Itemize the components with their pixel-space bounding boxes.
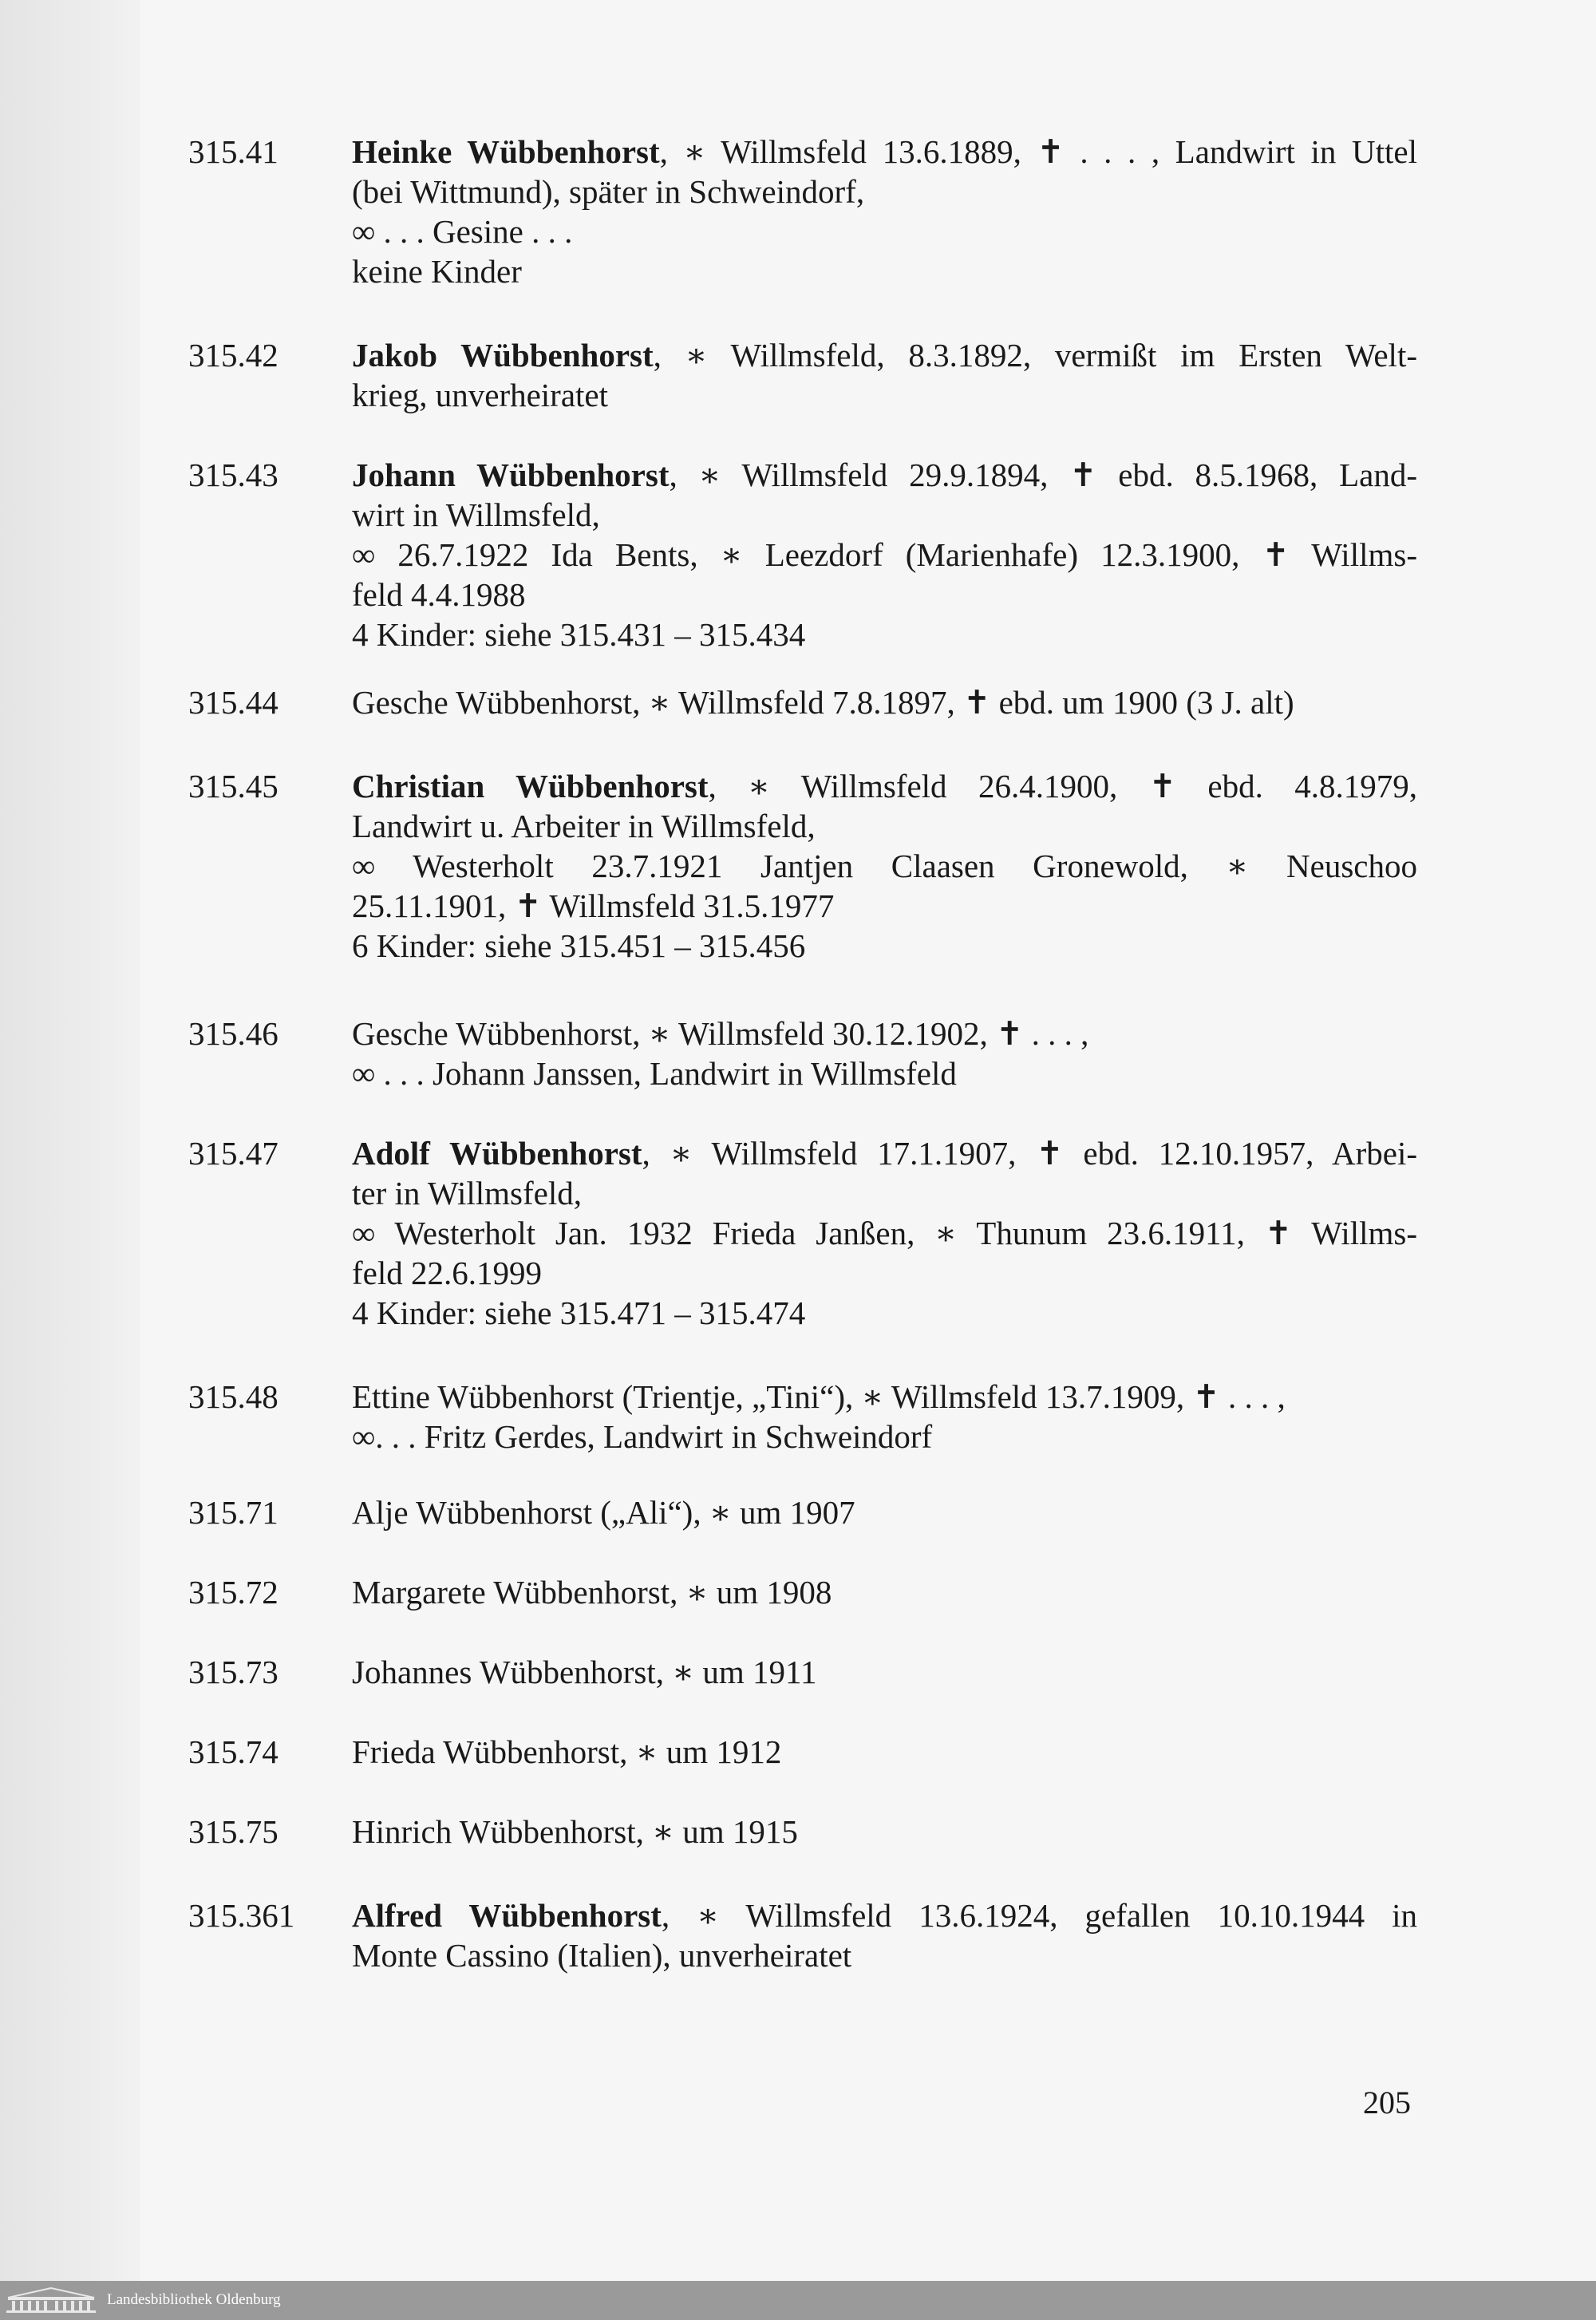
person-name: Alfred Wübbenhorst [352, 1897, 662, 1934]
entry-text [352, 1812, 1417, 1852]
person-name: Heinke Wübbenhorst [352, 133, 660, 170]
entry-line [352, 1133, 1417, 1173]
entry-line: Gesche Wübbenhorst, ∗ Willmsfeld 7.8.1897, ✝ ebd. um 1900 (3 J. alt) [352, 684, 1294, 721]
genealogy-entry [188, 1492, 1417, 1532]
genealogy-entry [188, 1652, 1417, 1692]
entry-line: feld 22.6.1999 [352, 1255, 542, 1291]
genealogy-entry [188, 335, 1417, 415]
entry-line: wirt in Willmsfeld, [352, 496, 600, 533]
entry-text [352, 335, 1417, 415]
entry-number: 315.71 [188, 1494, 279, 1531]
person-name: Adolf Wübbenhorst [352, 1135, 642, 1172]
entry-line: Frieda Wübbenhorst, ∗ um 1912 [352, 1733, 782, 1770]
entry-line: ∞. . . Fritz Gerdes, Landwirt in Schweindorf [352, 1418, 933, 1455]
entry-number: 315.48 [188, 1378, 279, 1415]
page-number: 205 [1363, 2085, 1411, 2120]
genealogy-entry [188, 1895, 1417, 1975]
entry-number: 315.41 [188, 133, 279, 170]
entry-line: ∞ Westerholt 23.7.1921 Jantjen Claasen Gronewold, ∗ Neuschoo [352, 848, 1417, 884]
entry-number: 315.74 [188, 1733, 279, 1770]
entry-line: Ettine Wübbenhorst (Trientje, „Tini“), ∗ Willmsfeld 13.7.1909, ✝ . . . , [352, 1378, 1286, 1415]
entry-text [352, 455, 1417, 654]
entry-line: Monte Cassino (Italien), unverheiratet [352, 1937, 852, 1974]
entry-text [352, 1492, 1417, 1532]
entry-line [352, 766, 1417, 806]
entry-line: Johannes Wübbenhorst, ∗ um 1911 [352, 1654, 817, 1690]
entry-line-text: , ∗ Willmsfeld 29.9.1894, ✝ ebd. 8.5.1968, Land- [669, 456, 1417, 493]
entry-text [352, 682, 1417, 722]
entry-text [352, 1572, 1417, 1612]
entry-number: 315.43 [188, 456, 279, 493]
person-name: Christian Wübbenhorst [352, 768, 709, 804]
library-name: Landesbibliothek Oldenburg [107, 2291, 281, 2308]
entry-number: 315.44 [188, 684, 279, 721]
genealogy-entry [188, 1732, 1417, 1772]
entry-line [352, 335, 1417, 375]
footer-bar [0, 2281, 1596, 2320]
entry-line [352, 1895, 1417, 1935]
genealogy-entry [188, 766, 1417, 966]
entry-line-text: , ∗ Willmsfeld 17.1.1907, ✝ ebd. 12.10.1957, Arbei- [642, 1135, 1417, 1172]
page-edge-shadow [0, 0, 140, 2281]
entry-line: Alje Wübbenhorst („Ali“), ∗ um 1907 [352, 1494, 855, 1531]
entry-line: krieg, unverheiratet [352, 377, 609, 413]
person-name: Jakob Wübbenhorst [352, 337, 654, 373]
genealogy-entry [188, 455, 1417, 654]
entry-line: keine Kinder [352, 253, 522, 290]
entry-line-text: , ∗ Willmsfeld 13.6.1924, gefallen 10.10.1944 in [661, 1897, 1417, 1934]
entry-number: 315.45 [188, 768, 279, 804]
entry-line: ∞ 26.7.1922 Ida Bents, ∗ Leezdorf (Marienhafe) 12.3.1900, ✝ Willms- [352, 536, 1417, 573]
entry-line [352, 455, 1417, 495]
entry-number: 315.72 [188, 1574, 279, 1611]
genealogy-entry [188, 1014, 1417, 1093]
entry-text [352, 1014, 1417, 1093]
entry-line: 4 Kinder: siehe 315.471 – 315.474 [352, 1294, 806, 1331]
entry-line: ∞ Westerholt Jan. 1932 Frieda Janßen, ∗ Thunum 23.6.1911, ✝ Willms- [352, 1215, 1417, 1251]
entry-number: 315.47 [188, 1135, 279, 1172]
entry-text [352, 132, 1417, 291]
entry-line: Gesche Wübbenhorst, ∗ Willmsfeld 30.12.1902, ✝ . . . , [352, 1015, 1089, 1052]
entry-line: Landwirt u. Arbeiter in Willmsfeld, [352, 808, 816, 844]
genealogy-entry [188, 132, 1417, 291]
genealogy-entry [188, 1133, 1417, 1333]
entry-line: (bei Wittmund), später in Schweindorf, [352, 173, 865, 210]
entry-line-text: , ∗ Willmsfeld 26.4.1900, ✝ ebd. 4.8.1979, [708, 768, 1418, 804]
genealogy-entry [188, 682, 1417, 722]
entry-text [352, 1895, 1417, 1975]
entry-text [352, 1652, 1417, 1692]
entry-line [352, 132, 1417, 172]
entry-line: Margarete Wübbenhorst, ∗ um 1908 [352, 1574, 832, 1611]
entry-number: 315.46 [188, 1015, 279, 1052]
entry-number: 315.75 [188, 1813, 279, 1850]
genealogy-entry [188, 1812, 1417, 1852]
entry-number: 315.361 [188, 1897, 295, 1934]
entry-line: Hinrich Wübbenhorst, ∗ um 1915 [352, 1813, 798, 1850]
entry-line-text: , ∗ Willmsfeld 13.6.1889, ✝ . . . , Landwirt in Uttel [659, 133, 1417, 170]
entry-line: ter in Willmsfeld, [352, 1175, 582, 1211]
genealogy-entry [188, 1572, 1417, 1612]
entry-line: ∞ . . . Johann Janssen, Landwirt in Willmsfeld [352, 1055, 957, 1092]
entry-number: 315.73 [188, 1654, 279, 1690]
entry-text [352, 1732, 1417, 1772]
entry-line: 4 Kinder: siehe 315.431 – 315.434 [352, 616, 806, 653]
entry-text [352, 1377, 1417, 1456]
entry-line: 25.11.1901, ✝ Willmsfeld 31.5.1977 [352, 887, 835, 924]
entry-line: feld 4.4.1988 [352, 576, 526, 613]
person-name: Johann Wübbenhorst [352, 456, 670, 493]
entry-text [352, 766, 1417, 966]
genealogy-entry [188, 1377, 1417, 1456]
entry-line: 6 Kinder: siehe 315.451 – 315.456 [352, 927, 806, 964]
entry-line-text: , ∗ Willmsfeld, 8.3.1892, vermißt im Ersten Welt- [653, 337, 1417, 373]
library-building-icon [5, 2286, 97, 2314]
entry-number: 315.42 [188, 337, 279, 373]
entry-text [352, 1133, 1417, 1333]
entry-line: ∞ . . . Gesine . . . [352, 213, 573, 250]
